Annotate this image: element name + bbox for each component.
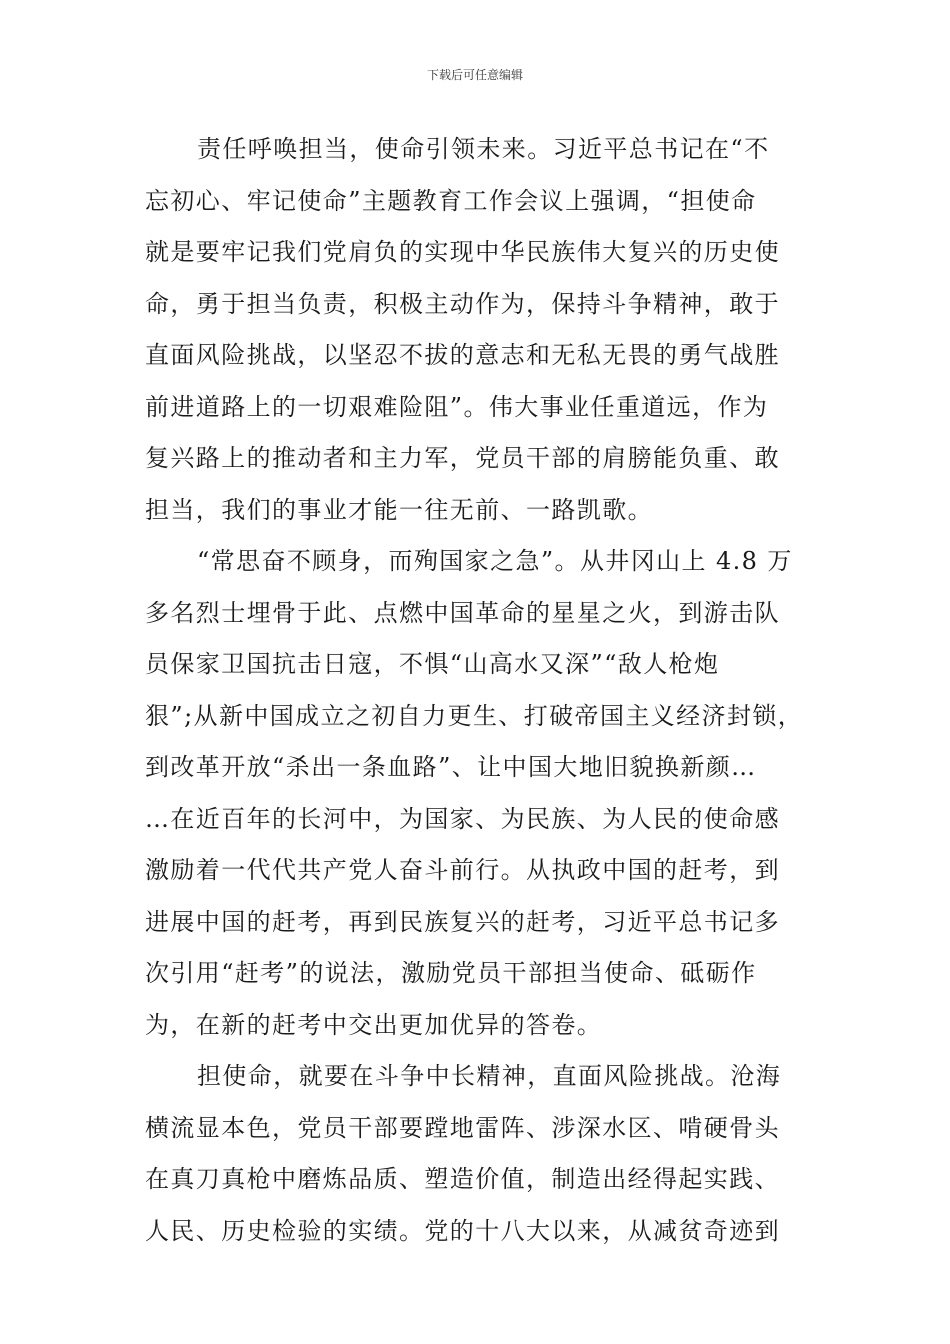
text-line: 狠”;从新中国成立之初自力更生、打破帝国主义经济封锁，: [145, 701, 804, 730]
text-line: 为，在新的赶考中交出更加优异的答卷。: [145, 1010, 603, 1039]
text-line: 人民、历史检验的实绩。党的十八大以来，从减贫奇迹到: [145, 1216, 780, 1245]
text-line: 进展中国的赶考，再到民族复兴的赶考，习近平总书记多: [145, 907, 780, 936]
text-line: 前进道路上的一切艰难险阻”。伟大事业任重道远，作为: [145, 392, 769, 421]
text-line: 直面风险挑战，以坚忍不拔的意志和无私无畏的勇气战胜: [145, 341, 780, 369]
text-line: 命，勇于担当负责，积极主动作为，保持斗争精神，敢于: [145, 289, 780, 318]
text-line: 到改革开放“杀出一条血路”、让中国大地旧貌换新颜…: [145, 753, 757, 781]
text-line: 在真刀真枪中磨炼品质、塑造价值，制造出经得起实践、: [145, 1165, 780, 1193]
text-line: 就是要牢记我们党肩负的实现中华民族伟大复兴的历史使: [145, 238, 780, 266]
text-line: 员保家卫国抗击日寇，不惧“山高水又深”“敌人枪炮: [145, 650, 720, 678]
text-line: 横流显本色，党员干部要蹚地雷阵、涉深水区、啃硬骨头: [145, 1113, 780, 1142]
paragraph-1: [145, 124, 825, 536]
text-line: 激励着一代代共产党人奋斗前行。从执政中国的赶考，到: [145, 856, 780, 884]
text-line: …在近百年的长河中，为国家、为民族、为人民的使命感: [145, 804, 780, 833]
page-header: 下载后可任意编辑: [426, 68, 523, 82]
text-line: 忘初心、牢记使命”主题教育工作会议上强调，“担使命: [145, 186, 757, 215]
text-line: 多名烈士埋骨于此、点燃中国革命的星星之火，到游击队: [145, 598, 780, 627]
text-line: 担当，我们的事业才能一往无前、一路凯歌。: [145, 495, 653, 524]
text-line: “常思奋不顾身，而殉国家之急”。从井冈山上 4.8 万: [197, 547, 793, 575]
document-body: [145, 124, 825, 1257]
text-line: 责任呼唤担当，使命引领未来。习近平总书记在“不: [197, 135, 770, 163]
text-line: 担使命，就要在斗争中长精神，直面风险挑战。沧海: [197, 1062, 782, 1090]
paragraph-3: [145, 1051, 825, 1257]
text-line: 次引用“赶考”的说法，激励党员干部担当使命、砥砺作: [145, 959, 757, 987]
paragraph-2: [145, 536, 825, 1051]
text-line: 复兴路上的推动者和主力军，党员干部的肩膀能负重、敢: [145, 444, 780, 472]
